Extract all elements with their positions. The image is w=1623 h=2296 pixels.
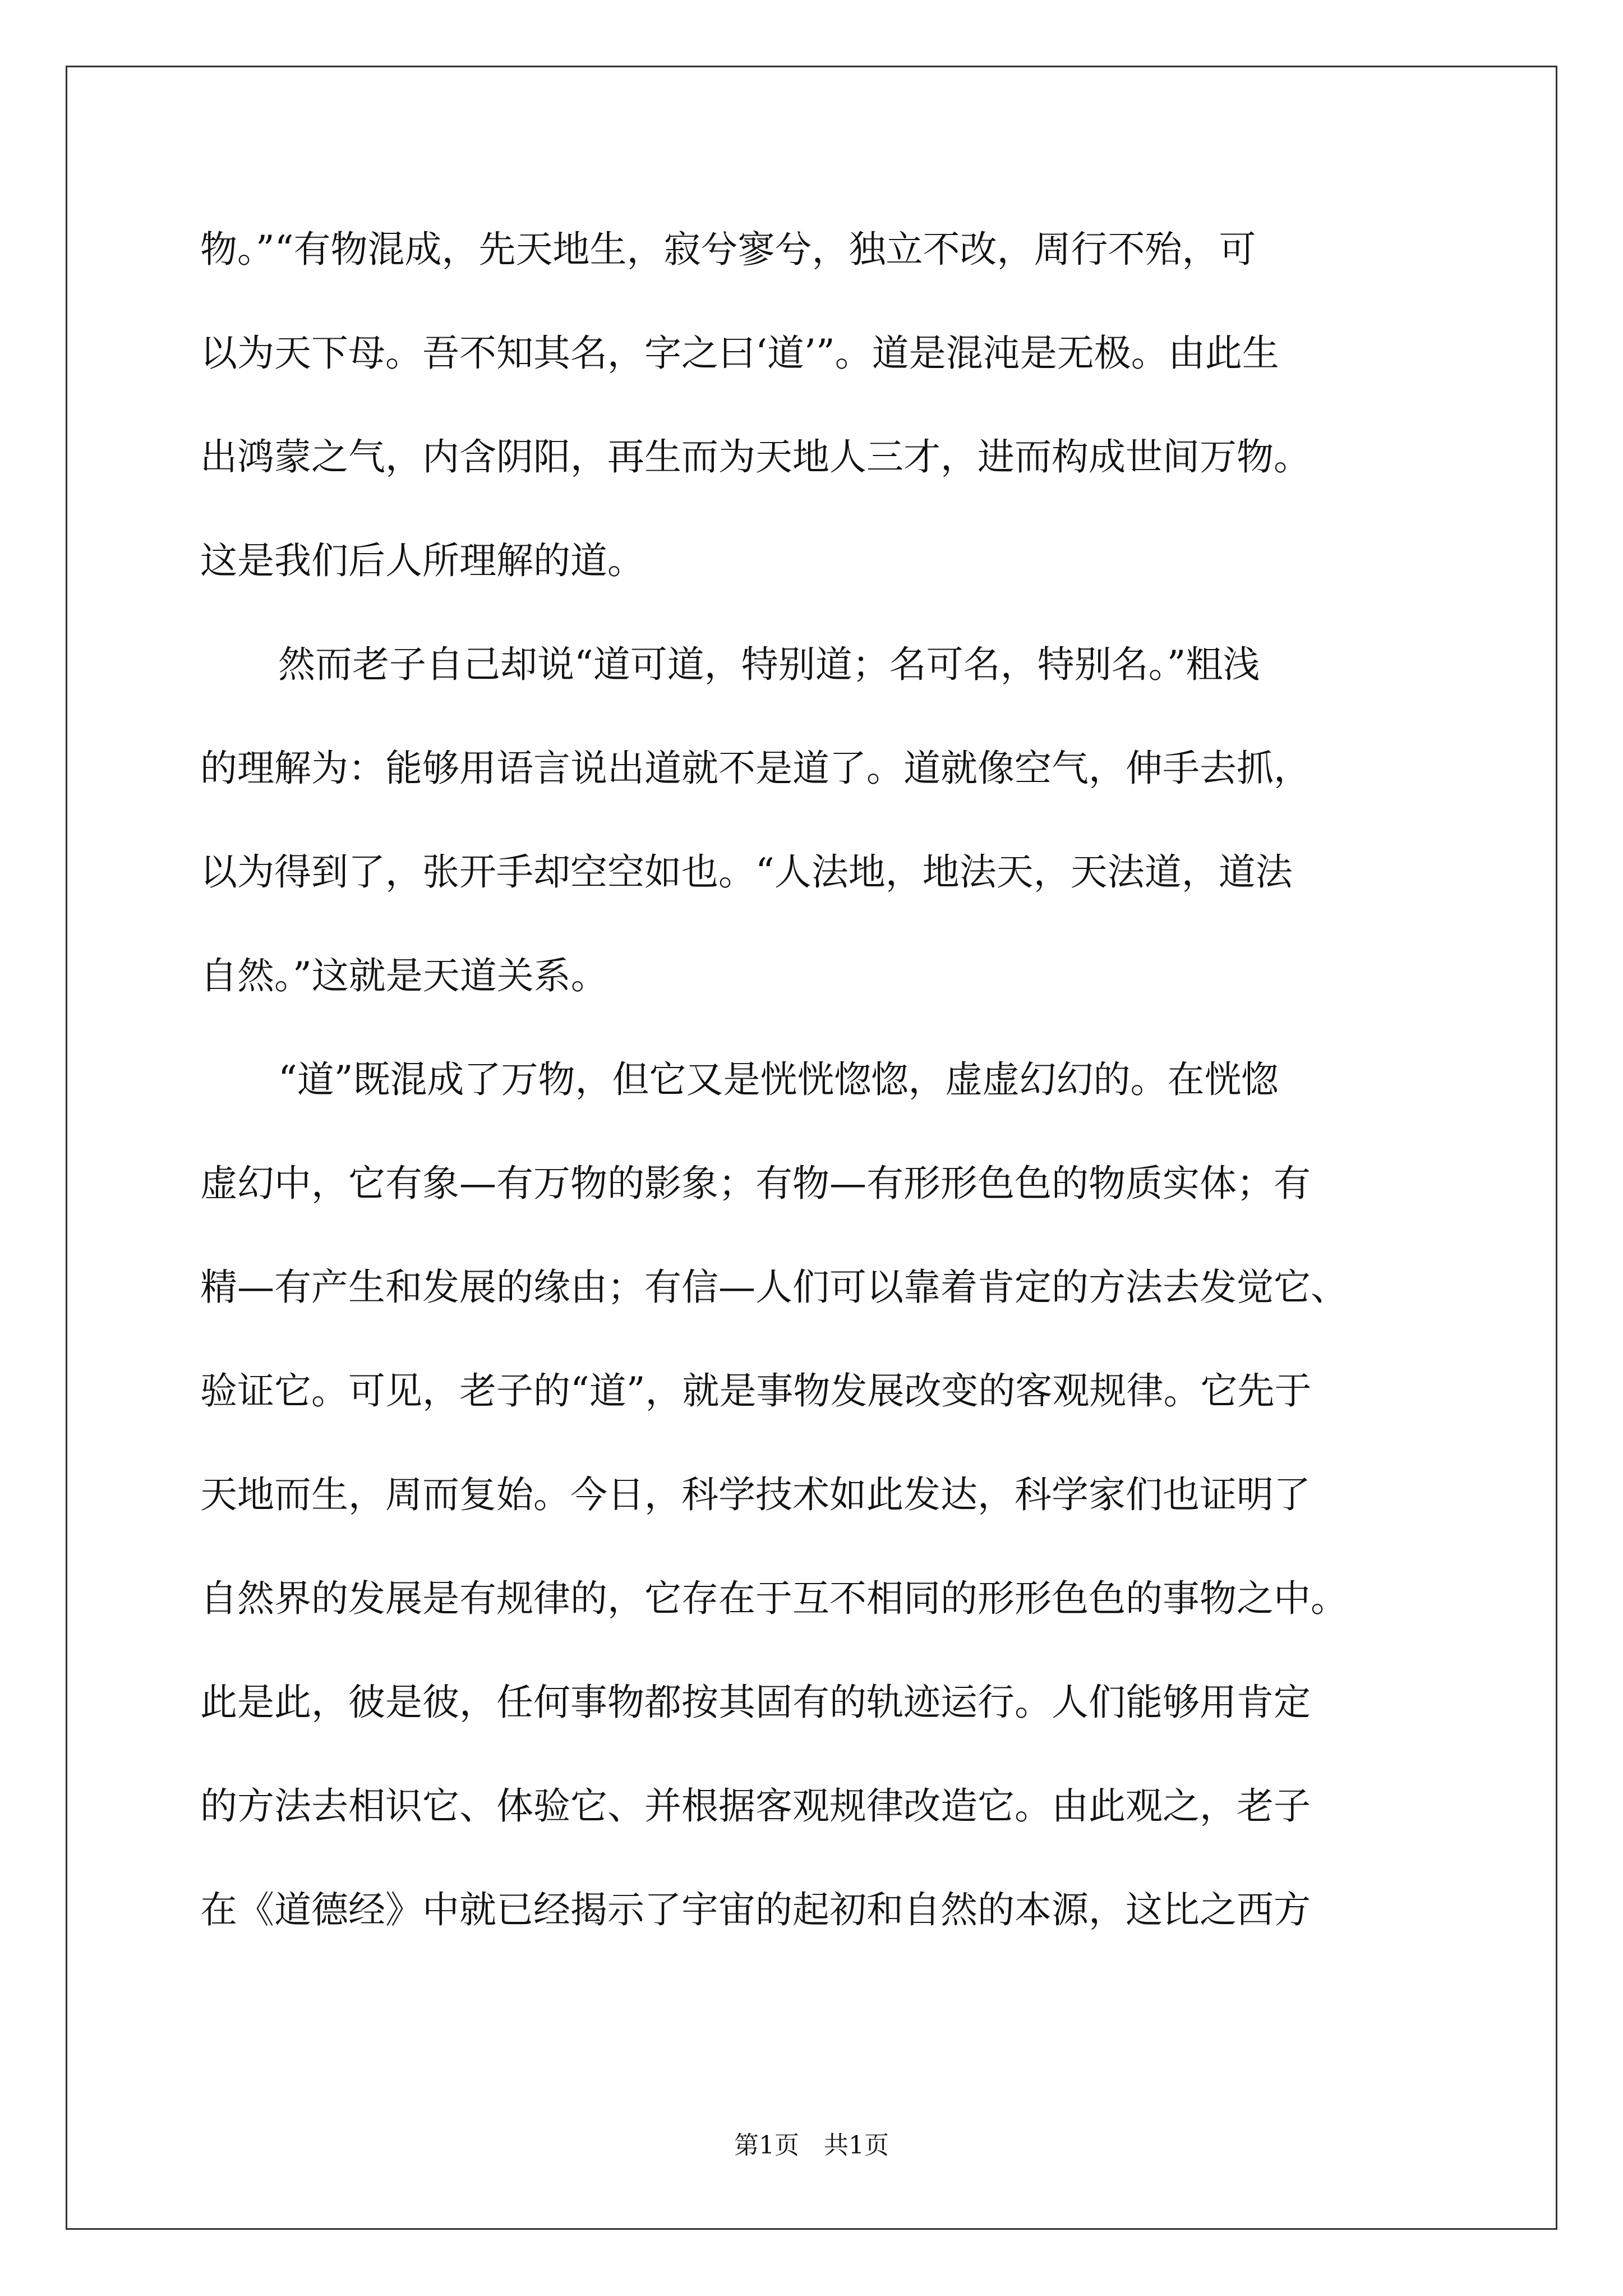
paragraph-3-line-2: 虚幻中，它有象—有万物的影象；有物—有形形色色的物质实体；有 [200,1162,1311,1205]
paragraph-1-line-3: 出鸿蒙之气，内含阴阳，再生而为天地人三才，进而构成世间万物。 [200,435,1311,478]
paragraph-3-line-4: 验证它。可见，老子的“道”，就是事物发展改变的客观规律。它先于 [200,1369,1312,1412]
paragraph-3-line-7: 此是此，彼是彼，任何事物都按其固有的轨迹运行。人们能够用肯定 [200,1681,1311,1724]
paragraph-1-line-1: 物。”“有物混成，先天地生，寂兮寥兮，独立不改，周行不殆，可 [200,228,1256,271]
paragraph-3-line-3: 精—有产生和发展的缘由；有信—人们可以靠着肯定的方法去发觉它、 [200,1266,1348,1309]
paragraph-3-line-9: 在《道德经》中就已经揭示了宇宙的起初和自然的本源，这比之西方 [200,1888,1311,1931]
paragraph-2-line-3: 以为得到了，张开手却空空如也。“人法地，地法天，天法道，道法 [200,850,1293,894]
paragraph-3-line-5: 天地而生，周而复始。今日，科学技术如此发达，科学家们也证明了 [200,1473,1311,1516]
paragraph-3-line-8: 的方法去相识它、体验它、并根据客观规律改造它。由此观之，老子 [200,1784,1311,1828]
paragraph-3-line-1: “道”既混成了万物，但它又是恍恍惚惚，虚虚幻幻的。在恍惚 [278,1058,1279,1101]
paragraph-1-line-2: 以为天下母。吾不知其名，字之曰‘道’”。道是混沌是无极。由此生 [200,332,1279,375]
paragraph-2-line-1: 然而老子自己却说“道可道，特别道；名可名，特别名。”粗浅 [278,643,1260,686]
paragraph-2-line-4: 自然。”这就是天道关系。 [200,954,608,997]
paragraph-1-line-4: 这是我们后人所理解的道。 [200,539,644,582]
page-footer: 第1页 共1页 [734,2131,889,2160]
paragraph-2-line-2: 的理解为：能够用语言说出道就不是道了。道就像空气，伸手去抓， [200,747,1311,790]
paragraph-3-line-6: 自然界的发展是有规律的，它存在于互不相同的形形色色的事物之中。 [200,1577,1348,1620]
